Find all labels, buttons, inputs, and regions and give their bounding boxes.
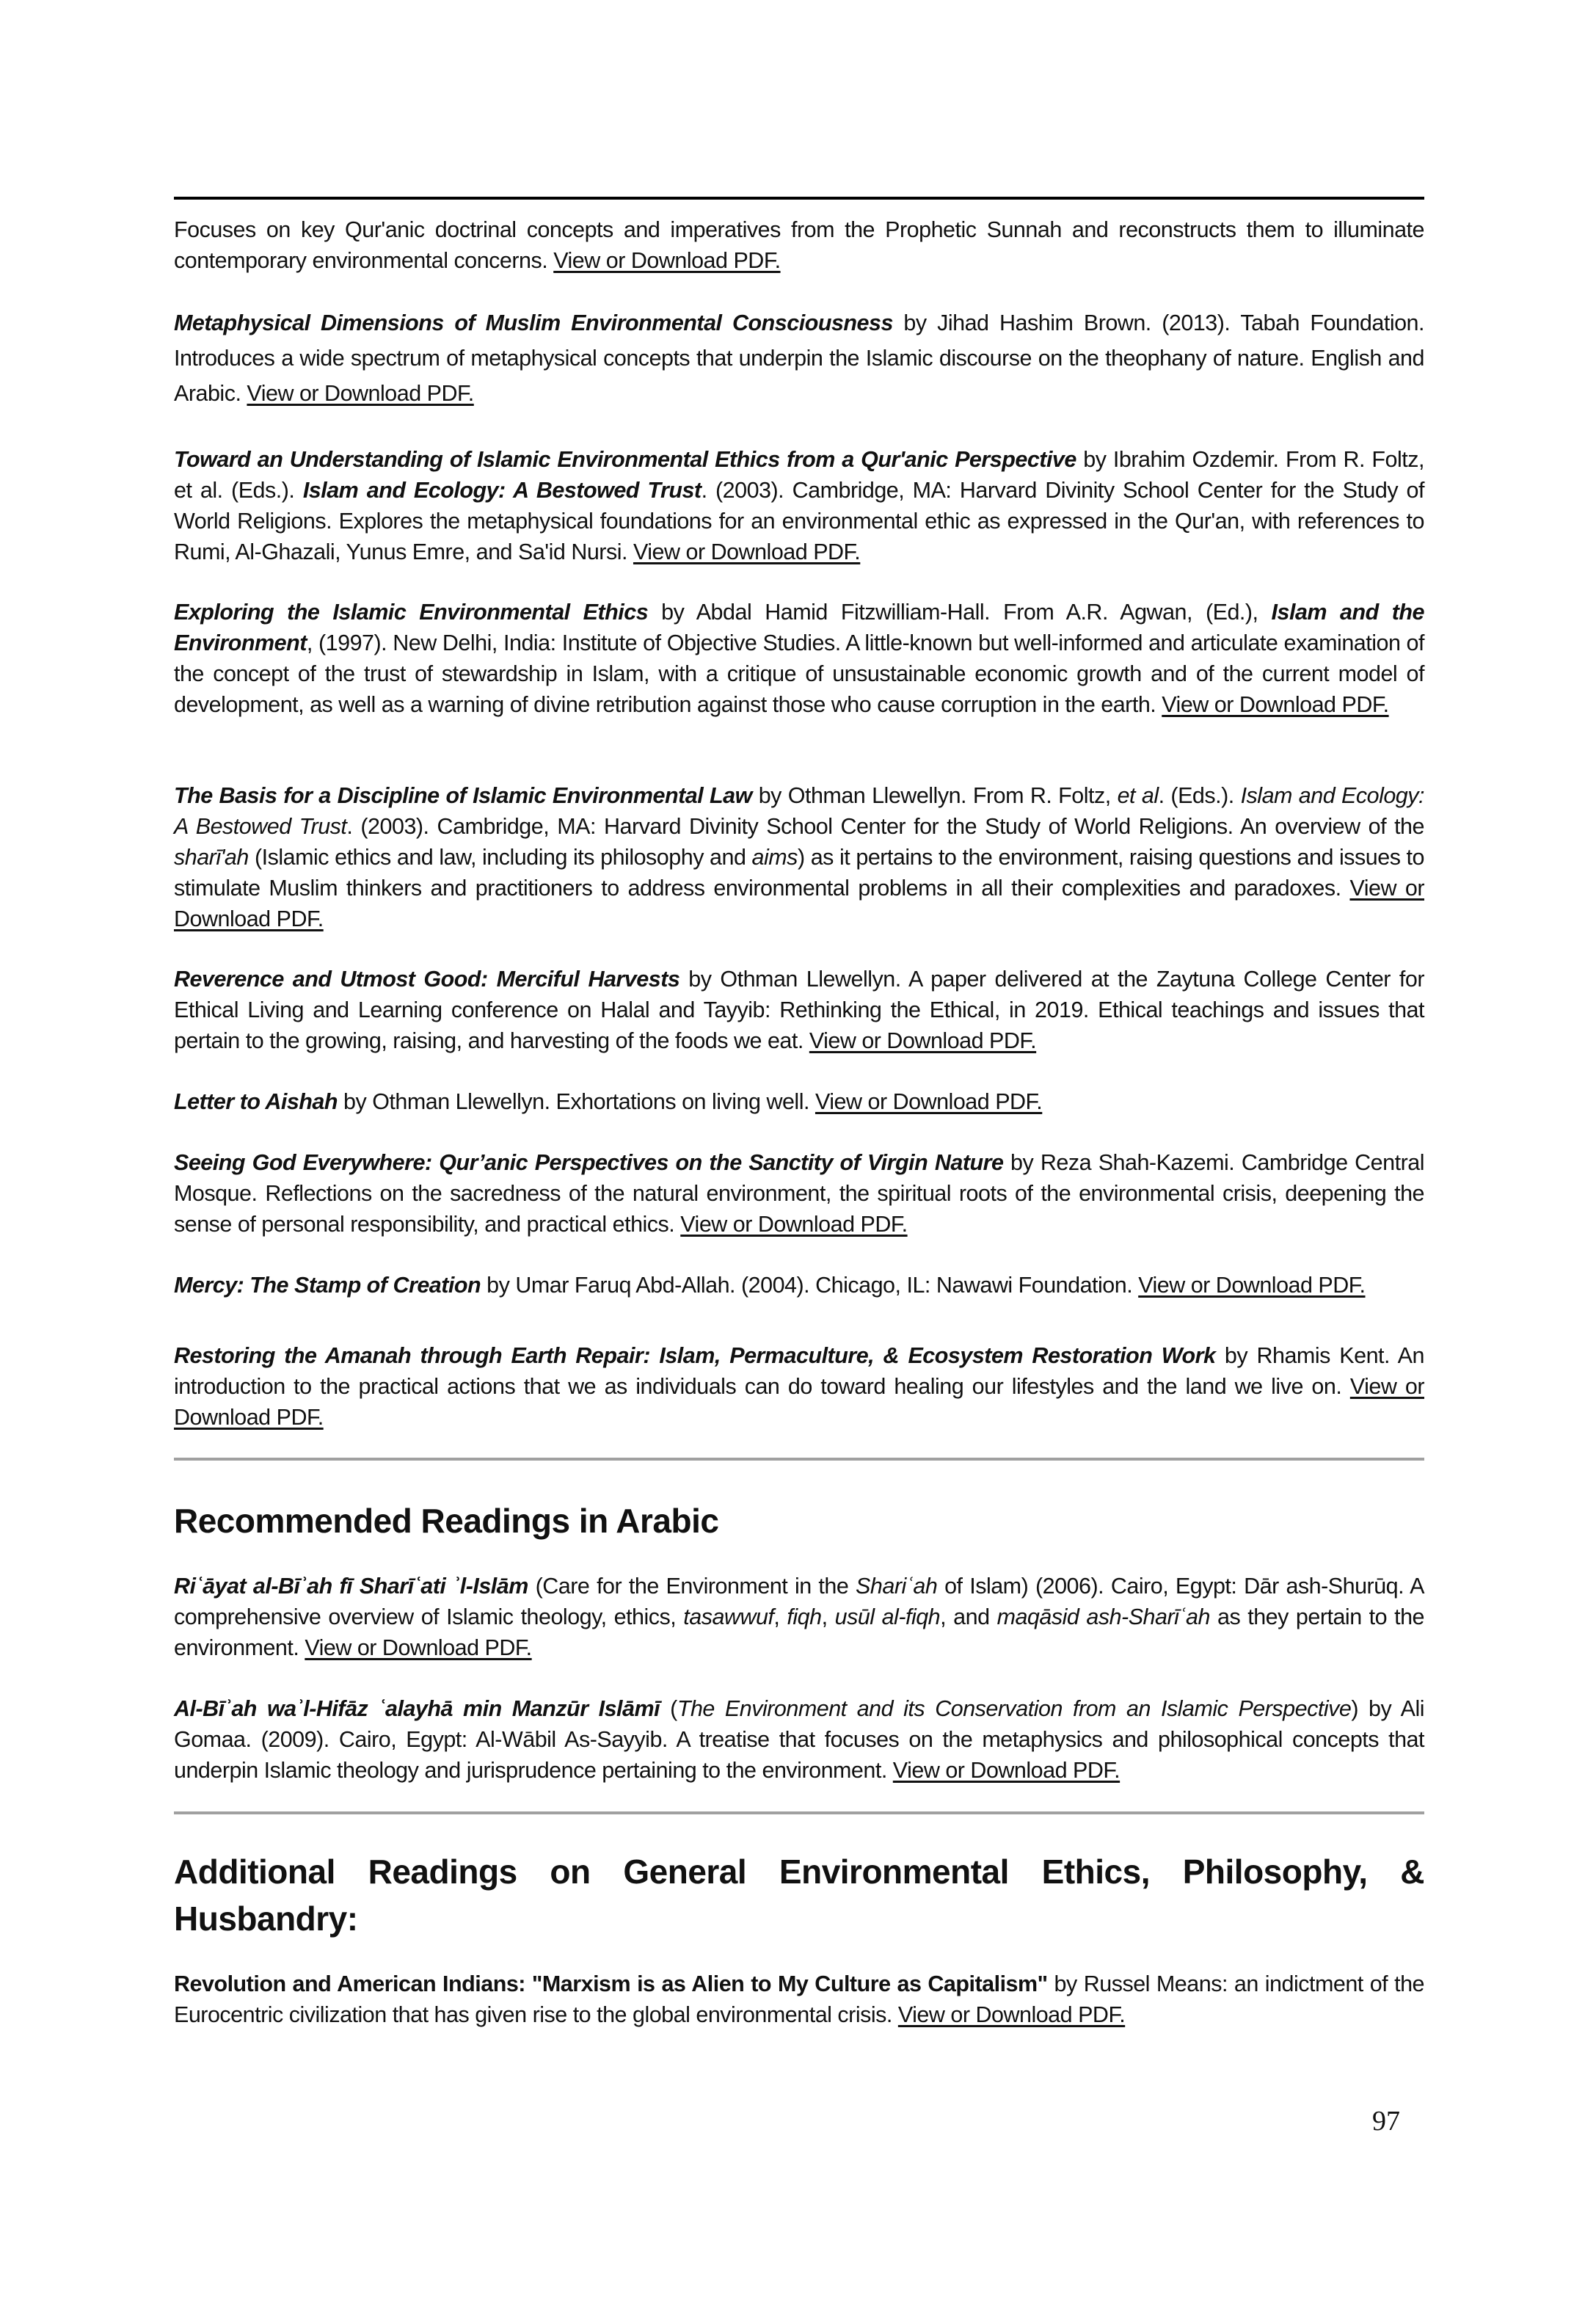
view-download-pdf-link[interactable]: View or Download PDF. xyxy=(247,381,474,406)
entry-description: of Islam) (2006). Cairo, Egypt: Dār ash-Shurūq. A comprehensive overview of Islamic theology, ethics, xyxy=(174,1574,1424,1629)
page-number: 97 xyxy=(1372,2106,1400,2137)
view-download-pdf-link[interactable]: View or Download PDF. xyxy=(815,1089,1043,1114)
entry-title: Letter to Aishah xyxy=(174,1089,338,1114)
view-download-pdf-link[interactable]: View or Download PDF. xyxy=(553,248,781,273)
entry-description: , (1997). New Delhi, India: Institute of Objective Studies. A little-known but well-informed and articulate examination of the concept of the trust of stewardship in Islam, with a critique of unsustainable economic growth and of the current model of development, as well as a warning of divine retribution against those who cause corruption in the earth. xyxy=(174,630,1424,717)
reading-entry xyxy=(174,305,1424,411)
entry-description: by Othman Llewellyn. A paper delivered at the Zaytuna College Center for Ethical Living and Learning conference on Halal and Tayyib: Rethinking the Ethical, in 2019. Ethical teachings and issues that pertain to the growing, raising, and harvesting of the foods we eat. xyxy=(174,967,1424,1053)
et-al: et al xyxy=(1117,783,1159,808)
section-heading-arabic: Recommended Readings in Arabic xyxy=(174,1502,719,1540)
section-divider xyxy=(174,1811,1424,1814)
entry-description: by Jihad Hashim Brown. (2013). Tabah Foundation. Introduces a wide spectrum of metaphysical concepts that underpin the Islamic discourse on the theophany of nature. English and Arabic. xyxy=(174,310,1424,406)
term: Shariʿah xyxy=(856,1574,938,1599)
entry-title: Exploring the Islamic Environmental Ethics xyxy=(174,600,649,625)
separator-text: , xyxy=(821,1604,835,1629)
entry-description: by Russel Means: an indictment of the Eurocentric civilization that has given rise to the global environmental crisis. xyxy=(174,1971,1424,2027)
entry-description: ( xyxy=(660,1696,677,1721)
entry-title: Mercy: The Stamp of Creation xyxy=(174,1273,481,1298)
entry-title: Restoring the Amanah through Earth Repair: Islam, Permaculture, & Ecosystem Restoration Work xyxy=(174,1343,1216,1368)
entry-title: Riʿāyat al-Bīʾah fī Sharīʿati ʾl-Islām xyxy=(174,1574,528,1599)
term: tasawwuf xyxy=(683,1604,774,1629)
reading-entry xyxy=(174,1086,1424,1117)
entry-description: by Reza Shah-Kazemi. Cambridge Central Mosque. Reflections on the sacredness of the natural environment, the spiritual roots of the environmental crisis, deepening the sense of personal responsibility, and practical ethics. xyxy=(174,1150,1424,1237)
term: usūl al-fiqh xyxy=(834,1604,941,1629)
entry-description: (Islamic ethics and law, including its philosophy and xyxy=(248,845,752,870)
view-download-pdf-link[interactable]: View or Download PDF. xyxy=(1138,1273,1366,1298)
entry-description: by Ibrahim Ozdemir. From R. Foltz, et al. (Eds.). xyxy=(174,447,1424,503)
entry-title: Seeing God Everywhere: Qur’anic Perspectives on the Sanctity of Virgin Nature xyxy=(174,1150,1004,1175)
view-download-pdf-link[interactable]: View or Download PDF. xyxy=(897,2002,1126,2027)
reading-entry xyxy=(174,1270,1424,1301)
view-download-pdf-link[interactable]: View or Download PDF. xyxy=(174,1374,1424,1430)
entry-title: Al-Bīʾah waʾl-Hifāz ʿalayhā min Manzūr Islāmī xyxy=(174,1696,660,1721)
reading-entry xyxy=(174,964,1424,1056)
entry-title: Reverence and Utmost Good: Merciful Harvests xyxy=(174,967,680,992)
term: aims xyxy=(751,845,798,870)
reading-entry xyxy=(174,780,1424,934)
reading-entry xyxy=(174,214,1424,276)
reading-entry xyxy=(174,444,1424,567)
entry-description: . (Eds.). xyxy=(1158,783,1241,808)
entry-title: Metaphysical Dimensions of Muslim Environmental Consciousness xyxy=(174,310,893,335)
view-download-pdf-link[interactable]: View or Download PDF. xyxy=(1162,692,1389,717)
section-divider xyxy=(174,1458,1424,1461)
book-title: Islam and the Environment xyxy=(174,600,1424,655)
entry-description: by Umar Faruq Abd-Allah. (2004). Chicago, IL: Nawawi Foundation. xyxy=(481,1273,1133,1298)
top-rule-divider xyxy=(174,197,1424,200)
reading-entry xyxy=(174,1340,1424,1433)
entry-title: Toward an Understanding of Islamic Environmental Ethics from a Qur'anic Perspective xyxy=(174,447,1076,472)
entry-description: Focuses on key Qur'anic doctrinal concepts and imperatives from the Prophetic Sunnah and reconstructs them to illuminate contemporary environmental concerns. xyxy=(174,217,1424,273)
entry-description: ) as it pertains to the environment, raising questions and issues to stimulate Muslim thinkers and practitioners to address environmental problems in all their complexities and paradoxes. xyxy=(174,845,1424,901)
reading-entry xyxy=(174,597,1424,720)
term: maqāsid ash-Sharīʿah xyxy=(996,1604,1210,1629)
entry-description: by Abdal Hamid Fitzwilliam-Hall. From A.R. Agwan, (Ed.), xyxy=(648,600,1272,625)
separator-text: , and xyxy=(940,1604,997,1629)
term: fiqh xyxy=(787,1604,822,1629)
view-download-pdf-link[interactable]: View or Download PDF. xyxy=(305,1635,532,1660)
reading-entry xyxy=(174,1571,1424,1663)
entry-description: as they pertain to the environment. xyxy=(174,1604,1425,1660)
reading-entry xyxy=(174,1693,1424,1786)
view-download-pdf-link[interactable]: View or Download PDF. xyxy=(809,1028,1037,1053)
separator-text: , xyxy=(773,1604,787,1629)
entry-description: by Rhamis Kent. An introduction to the practical actions that we as individuals can do toward healing our lifestyles and the land we live on. xyxy=(174,1343,1424,1399)
view-download-pdf-link[interactable]: View or Download PDF. xyxy=(174,876,1424,931)
entry-description: by Othman Llewellyn. From R. Foltz, xyxy=(751,783,1118,808)
entry-title: The Basis for a Discipline of Islamic Environmental Law xyxy=(174,783,752,808)
entry-description: by Othman Llewellyn. Exhortations on living well. xyxy=(338,1089,809,1114)
entry-description: ) by Ali Gomaa. (2009). Cairo, Egypt: Al-Wābil As-Sayyib. A treatise that focuses on the metaphysics and philosophical concepts that underpin Islamic theology and jurisprudence pertaining to the environment. xyxy=(174,1696,1425,1783)
entry-description: (Care for the Environment in the xyxy=(528,1574,856,1599)
section-heading-additional: Additional Readings on General Environmental Ethics, Philosophy, & Husbandry: xyxy=(174,1853,1424,1938)
entry-title: Revolution and American Indians: "Marxism is as Alien to My Culture as Capitalism" xyxy=(174,1971,1048,1996)
entry-description: . (2003). Cambridge, MA: Harvard Divinity School Center for the Study of World Religions. Explores the metaphysical foundations for an environmental ethic as expressed in the Qur'an, with references to Rumi, Al-Ghazali, Yunus Emre, and Sa'id Nursi. xyxy=(174,478,1424,564)
reading-entry xyxy=(174,1969,1424,2030)
view-download-pdf-link[interactable]: View or Download PDF. xyxy=(892,1758,1121,1783)
book-title: Islam and Ecology: A Bestowed Trust xyxy=(302,478,702,503)
view-download-pdf-link[interactable]: View or Download PDF. xyxy=(633,539,861,564)
entry-description: . (2003). Cambridge, MA: Harvard Divinity School Center for the Study of World Religions. An overview of the xyxy=(346,814,1424,839)
view-download-pdf-link[interactable]: View or Download PDF. xyxy=(680,1212,908,1237)
term: sharī'ah xyxy=(174,845,249,870)
reading-entry xyxy=(174,1147,1424,1240)
translated-title: The Environment and its Conservation from an Islamic Perspective xyxy=(677,1696,1352,1721)
book-title: Islam and Ecology: A Bestowed Trust xyxy=(174,783,1424,839)
